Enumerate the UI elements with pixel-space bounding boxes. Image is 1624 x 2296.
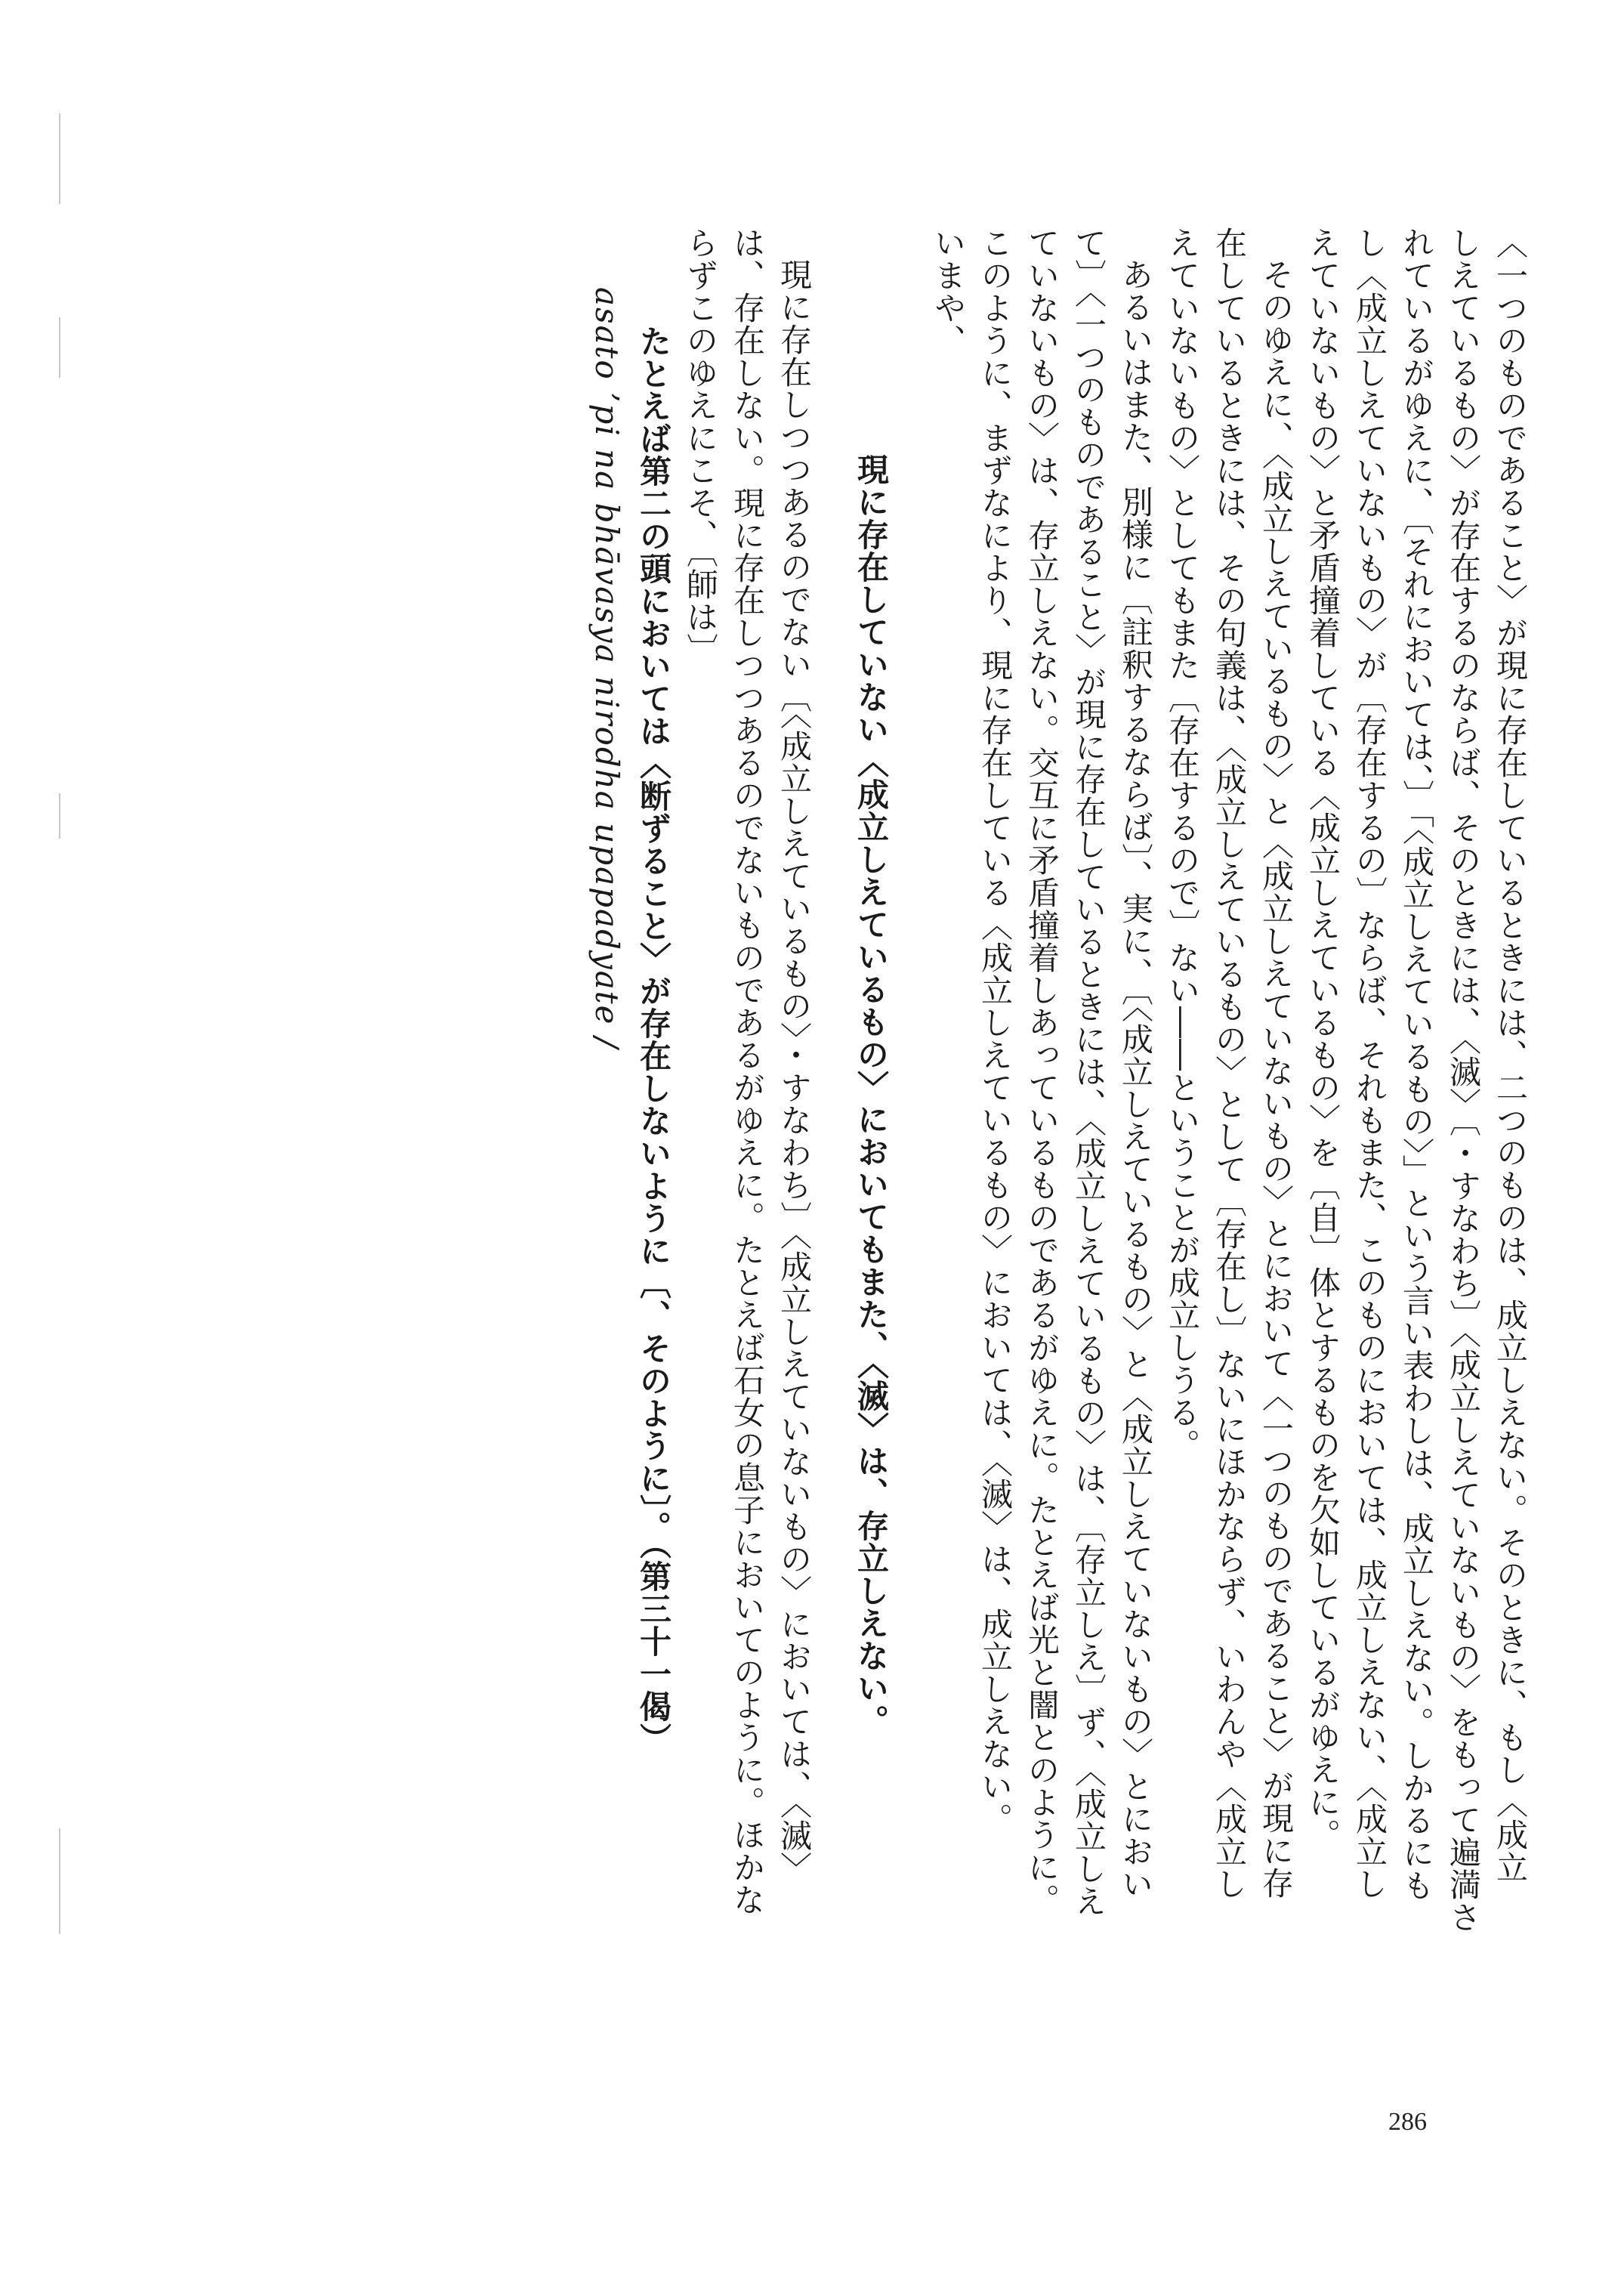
text-column-5: えていないもの〉と矛盾撞着している〈成立しえているもの〉を〔自〕体とするものを欠如しているがゆえに。 — [1304, 227, 1341, 1851]
scan-margin-mark — [59, 317, 60, 378]
vertical-text-body — [579, 227, 1533, 2070]
text-column-3: れているがゆえに、〔それにおいては、〕「〈成立しえているもの〉」という言い表わしは、成立しえない。しかるにも — [1398, 227, 1435, 1902]
text-column-13: いまや、 — [930, 227, 967, 357]
scan-margin-mark — [59, 1828, 60, 1934]
verse-heading: 現に存在していない〈成立しえているもの〉においてもまた、〈滅〉は、存立しえない。 — [853, 453, 890, 1737]
text-column-11: ていないもの〉は、存立しえない。交互に矛盾撞着しあっているものであるがゆえに。たとえば光と闇とのように。 — [1023, 227, 1061, 1916]
scan-margin-mark — [59, 113, 60, 204]
text-column-4: し〈成立しえていないもの〉が〔存在するの〕ならば、それもまた、このものにおいては、成立しえない、〈成立し — [1351, 227, 1388, 1900]
verse-line: たとえば第二の頭においては〈断ずること〉が存在しないように〔、そのように〕。（第三十一偈） — [635, 325, 672, 1755]
text-column-6: そのゆえに、〈成立しえているもの〉と〈成立しえていないもの〉とにおいて〈一つのものであること〉が現に存 — [1258, 258, 1295, 1899]
text-column-17: らずこのゆえにこそ、〔師は〕 — [682, 227, 719, 666]
text-column-7: 在しているときには、その句義は、〈成立しえているもの〉として〔存在し〕ないにほかならず、いわんや〈成立し — [1211, 227, 1248, 1900]
text-column-12: このように、まずなにより、現に存在している〈成立しえているもの〉においては、〈滅〉は、成立しえない。 — [977, 227, 1014, 1835]
text-column-2: しえているもの〉が存在するのならば、そのときには、〈滅〉〔・すなわち〕〈成立しえていないもの〉をもって遍満さ — [1445, 227, 1482, 1933]
text-column-1: 〈一つのものであること〉が現に存在しているときには、二つのものは、成立しえない。そのときに、もし〈成立 — [1492, 227, 1529, 1883]
text-column-10: て〕〈一つのものであること〉が現に存在しているときには、〈成立しえているもの〉は、〔存立しえ〕ず、〈成立しえ — [1070, 227, 1107, 1917]
text-column-15: 現に存在しつつあるのでない〔〈成立しえているもの〉・すなわち〕〈成立しえていないもの〉においては、〈滅〉 — [776, 258, 813, 1884]
text-column-9: あるいはまた、別様に〔註釈するならば〕、実に、〔〈成立しえているもの〉と〈成立しえていないもの〉とにおい — [1117, 258, 1154, 1900]
page-number: 286 — [1388, 2108, 1427, 2136]
text-column-8: えていないもの〉としてもまた〔存在するので〕ない――ということが成立しうる。 — [1164, 227, 1201, 1461]
scan-margin-mark — [59, 793, 60, 839]
sanskrit-transliteration: asato ’pi na bhāvasya nirodha upapadyate / — [588, 287, 625, 1049]
text-column-16: は、存在しない。現に存在しつつあるのでないものであるがゆえに。たとえば石女の息子においてのように。ほかな — [729, 227, 766, 1916]
